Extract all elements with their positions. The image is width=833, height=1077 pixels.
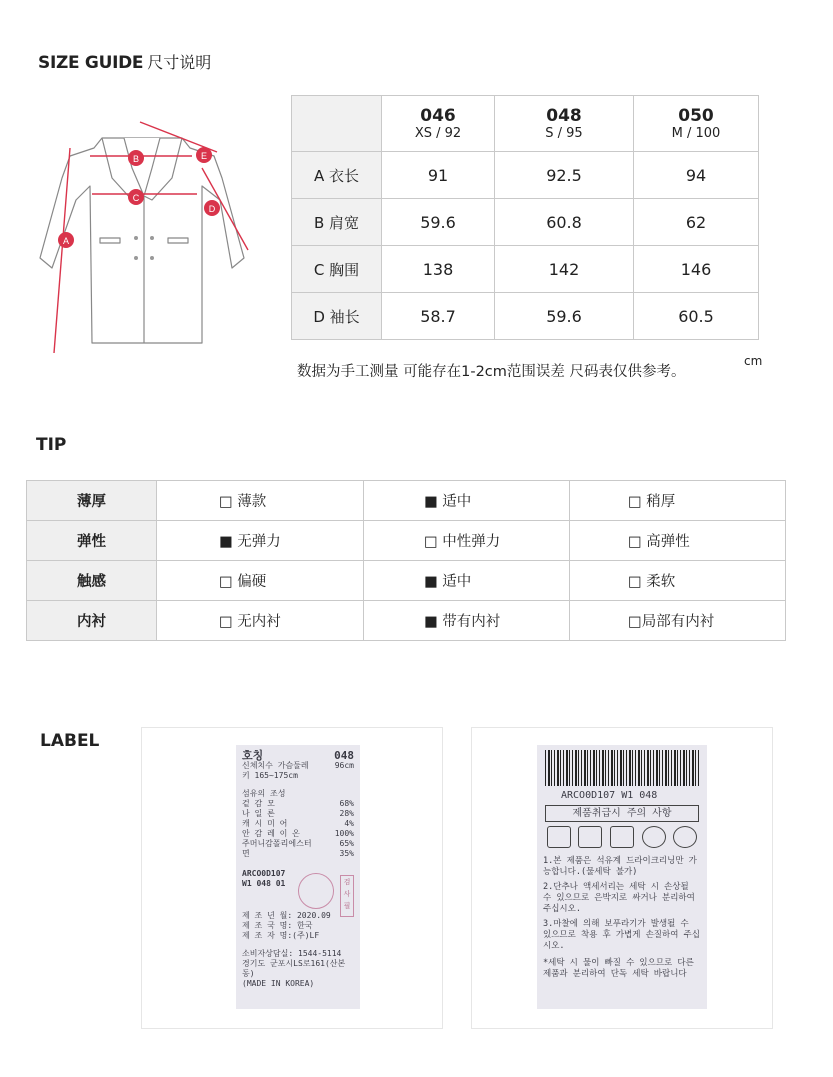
svg-text:D: D [208,204,216,214]
measurement-note: 数据为手工测量 可能存在1-2cm范围误差 尺码表仅供参考。 [297,364,686,380]
tip-table [26,480,786,641]
tag-contact-line: 경기도 군포시LS로161(산본동) [242,959,346,978]
size-label: S / 95 [545,125,583,141]
tip-row-elasticity [27,521,786,561]
svg-text:E: E [200,151,208,161]
size-table [291,95,759,340]
size-row-c [292,246,759,293]
row-label: B 肩宽 [292,199,382,246]
size-guide-title [38,50,211,73]
checkbox-option: □ 偏硬 [157,561,364,601]
size-col-046 [382,96,495,152]
tag-model-2: W1 048 01 [242,879,286,888]
tip-row-touch [27,561,786,601]
checkbox-option: □局部有内衬 [570,601,786,641]
row-label: 薄厚 [27,481,157,521]
care-title: 제품취급시 주의 사항 [545,805,699,822]
no-wash-icon [547,826,571,848]
measure-marker-b [128,150,144,166]
size-guide-title-en: SIZE GUIDE [38,53,144,73]
size-row-b [292,199,759,246]
inspection-badge: 검사필 [340,875,354,917]
row-label: 触感 [27,561,157,601]
checkbox-option: ■ 适中 [364,481,570,521]
measure-marker-a [58,232,74,248]
size-col-050 [634,96,759,152]
tag-line: 주머니감폴리에스터 65% [242,839,354,848]
size-label: XS / 92 [414,125,462,141]
table-cell: 58.7 [382,293,495,340]
care-note: 1.본 제품은 석유계 드라이크리닝만 가능합니다.(물세탁 불가) [543,856,697,877]
tag-info-line: 제 조 국 명: 한국 [242,921,313,930]
tip-row-lining [27,601,786,641]
checkbox-option: □ 无内衬 [157,601,364,641]
barcode [545,750,699,786]
checkbox-option: □ 高弹性 [570,521,786,561]
table-cell: 138 [382,246,495,293]
care-note: 3.마찰에 의해 보푸라기가 발생될 수 있으므로 착용 후 가볍게 손질하여 주십시오. [543,919,700,951]
inspection-stamp [298,873,334,909]
no-tumble-dry-icon [673,826,697,848]
dry-clean-icon [642,826,666,848]
checkbox-option: ■ 带有内衬 [364,601,570,641]
svg-text:B: B [132,154,140,164]
tag-line: 안 감 레 이 온 100% [242,829,354,838]
iron-icon [610,826,634,848]
row-label: C 胸围 [292,246,382,293]
table-cell: 91 [382,152,495,199]
tag-info-line: 제 조 년 월: 2020.09 [242,911,331,920]
tag-model: ARCO0D107 [242,869,286,878]
tip-title: TIP [36,435,67,455]
checkbox-option: ■ 适中 [364,561,570,601]
garment-tag-care [537,745,707,1009]
table-cell: 62 [634,199,759,246]
checkbox-option: □ 柔软 [570,561,786,601]
svg-text:A: A [62,236,70,246]
tag-line: 호칭 048 [242,749,354,762]
table-cell: 59.6 [495,293,634,340]
size-guide-title-cn: 尺寸说明 [147,53,212,72]
measure-marker-d [204,200,220,216]
unit-label: cm [744,354,763,368]
size-code: 046 [420,105,456,126]
size-row-d [292,293,759,340]
size-code: 048 [546,105,582,126]
checkbox-option: □ 稍厚 [570,481,786,521]
tag-line: 나 일 론 28% [242,809,354,818]
table-cell: 94 [634,152,759,199]
checkbox-option: □ 中性弹力 [364,521,570,561]
care-note: *세탁 시 물이 빠질 수 있으므로 다른 제품과 분리하여 단독 세탁 바랍니다 [543,958,694,979]
tag-line: 캐 시 미 어 4% [242,819,354,828]
coat-measurement-diagram [32,108,262,353]
tag-contact-line: 소비자상담실: 1544-5114 [242,949,342,958]
tag-line: 키 165~175cm [242,771,298,780]
measure-marker-c [128,189,144,205]
checkbox-option: □ 薄款 [157,481,364,521]
checkbox-option: ■ 无弹力 [157,521,364,561]
measure-marker-e [196,147,212,163]
table-cell: 60.8 [495,199,634,246]
tag-info-line: 제 조 자 명:(주)LF [242,931,320,940]
row-label: D 袖长 [292,293,382,340]
care-icons [543,826,701,848]
tip-row-thickness [27,481,786,521]
row-label: A 衣长 [292,152,382,199]
tag-line: 면 35% [242,849,354,858]
tag-contact-line: (MADE IN KOREA) [242,979,315,988]
size-col-048 [495,96,634,152]
table-cell: 92.5 [495,152,634,199]
tag-code: ARCO0D107 W1 048 [561,790,658,801]
size-label: M / 100 [671,125,721,141]
table-cell: 60.5 [634,293,759,340]
table-cell: 59.6 [382,199,495,246]
row-label: 弹性 [27,521,157,561]
table-cell: 146 [634,246,759,293]
no-bleach-icon [578,826,602,848]
tag-line: 신체치수 가슴둘레 96cm [242,761,354,770]
garment-tag-composition [236,745,360,1009]
svg-text:C: C [132,193,140,203]
care-note: 2.단추나 액세서리는 세탁 시 손상될 수 있으므로 은박지로 싸거나 분리하여 주십시오. [543,882,695,914]
tag-line: 겉 감 모 68% [242,799,354,808]
tag-line: 섬유의 조성 [242,789,286,798]
label-title: LABEL [40,731,100,751]
size-row-a [292,152,759,199]
size-table-corner [292,96,382,152]
size-code: 050 [678,105,714,126]
row-label: 内衬 [27,601,157,641]
table-cell: 142 [495,246,634,293]
